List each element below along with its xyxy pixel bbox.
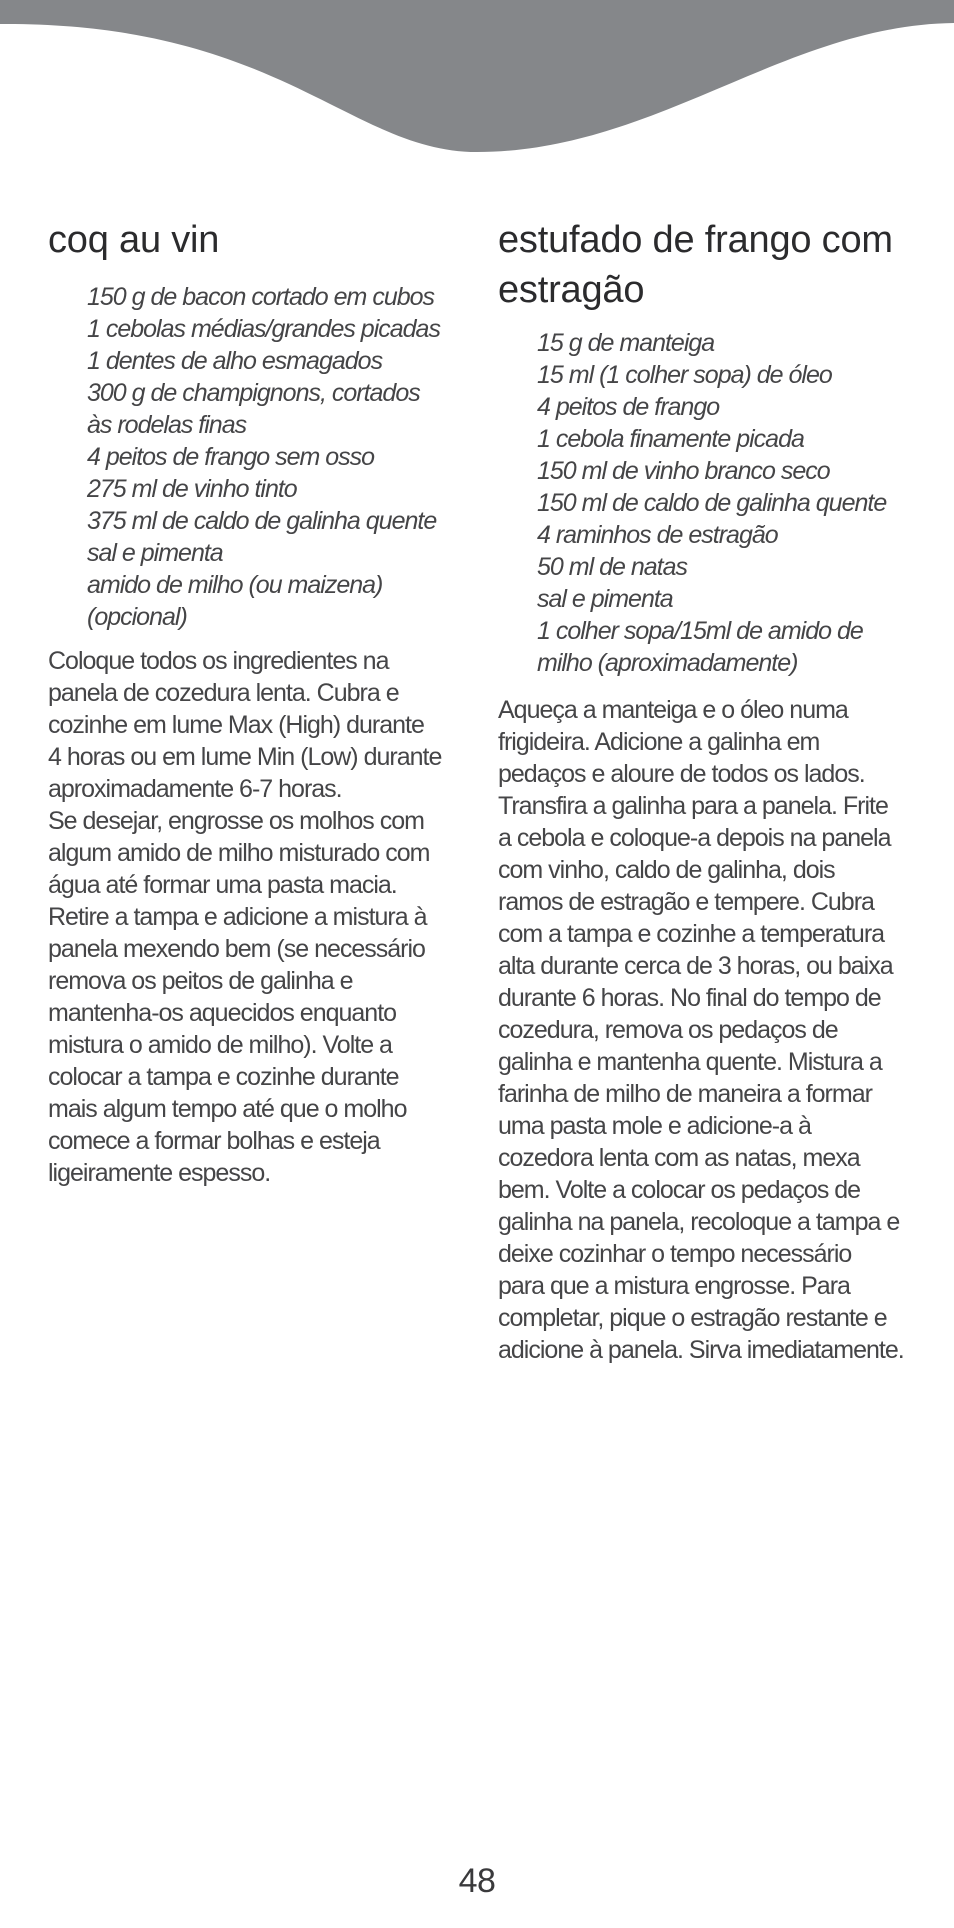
text-line: uma pasta mole e adicione-a à	[498, 1112, 811, 1140]
text-line: galinha na panela, recoloque a tampa e	[498, 1208, 900, 1236]
recipe-estufado-de-frango	[498, 215, 950, 1366]
text-line: panela mexendo bem (se necessário	[48, 935, 425, 963]
text-line: 50 ml de natas	[537, 553, 687, 581]
recipe-coq-au-vin	[48, 215, 484, 1189]
text-line: colocar a tampa e cozinhe durante	[48, 1063, 399, 1091]
text-line: Transfira a galinha para a panela. Frite	[498, 792, 888, 820]
text-line: alta durante cerca de 3 horas, ou baixa	[498, 952, 893, 980]
text-line: amido de milho (ou maizena)	[87, 571, 383, 599]
text-line: 150 ml de caldo de galinha quente	[537, 489, 887, 517]
text-line: cozedora lenta com as natas, mexa	[498, 1144, 860, 1172]
text-line: farinha de milho de maneira a formar	[498, 1080, 872, 1108]
text-line: cozedura, remova os pedaços de	[498, 1016, 838, 1044]
text-line: bem. Volte a colocar os pedaços de	[498, 1176, 861, 1204]
text-line: 150 g de bacon cortado em cubos	[87, 283, 435, 311]
text-line: Coloque todos os ingredientes na	[48, 647, 389, 675]
instruction-text	[48, 645, 484, 1189]
text-line: com vinho, caldo de galinha, dois	[498, 856, 835, 884]
text-line: 4 horas ou em lume Min (Low) durante	[48, 743, 442, 771]
text-line: aproximadamente 6-7 horas.	[48, 775, 342, 803]
ingredient-list	[537, 327, 950, 679]
text-line: 150 ml de vinho branco seco	[537, 457, 830, 485]
page-number: 48	[458, 1862, 496, 1900]
text-line: mistura o amido de milho). Volte a	[48, 1031, 392, 1059]
text-line: a cebola e coloque-a depois na panela	[498, 824, 891, 852]
text-line: Retire a tampa e adicione a mistura à	[48, 903, 427, 931]
text-line: milho (aproximadamente)	[537, 649, 798, 677]
text-line: sal e pimenta	[87, 539, 223, 567]
text-line: às rodelas finas	[87, 411, 247, 439]
text-line: sal e pimenta	[537, 585, 673, 613]
text-line: frigideira. Adicione a galinha em	[498, 728, 820, 756]
text-line: ligeiramente espesso.	[48, 1159, 271, 1187]
text-line: Se desejar, engrosse os molhos com	[48, 807, 424, 835]
text-line: (opcional)	[87, 603, 187, 631]
text-line: 4 peitos de frango sem osso	[87, 443, 375, 471]
text-line: completar, pique o estragão restante e	[498, 1304, 887, 1332]
text-line: com a tampa e cozinhe a temperatura	[498, 920, 885, 948]
text-line: 300 g de champignons, cortados	[87, 379, 420, 407]
instruction-text	[498, 694, 950, 1366]
text-line: comece a formar bolhas e esteja	[48, 1127, 380, 1155]
text-line: remova os peitos de galinha e	[48, 967, 353, 995]
text-line: mais algum tempo até que o molho	[48, 1095, 407, 1123]
text-line: 4 peitos de frango	[537, 393, 720, 421]
text-line: durante 6 horas. No final do tempo de	[498, 984, 881, 1012]
recipe-title: coq au vin	[48, 219, 220, 261]
recipe-title: estufado de frango com estragão	[498, 219, 893, 311]
text-line: algum amido de milho misturado com	[48, 839, 430, 867]
text-line: cozinhe em lume Max (High) durante	[48, 711, 424, 739]
text-line: água até formar uma pasta macia.	[48, 871, 397, 899]
ingredient-list	[87, 281, 484, 633]
text-line: adicione à panela. Sirva imediatamente.	[498, 1336, 904, 1364]
text-line: 15 ml (1 colher sopa) de óleo	[537, 361, 832, 389]
text-line: 15 g de manteiga	[537, 329, 715, 357]
text-line: ramos de estragão e tempere. Cubra	[498, 888, 874, 916]
text-line: 1 cebola finamente picada	[537, 425, 804, 453]
text-line: 275 ml de vinho tinto	[87, 475, 297, 503]
text-line: Aqueça a manteiga e o óleo numa	[498, 696, 848, 724]
text-line: galinha e mantenha quente. Mistura a	[498, 1048, 882, 1076]
text-line: 375 ml de caldo de galinha quente	[87, 507, 437, 535]
text-line: 1 cebolas médias/grandes picadas	[87, 315, 440, 343]
header-wave-graphic	[0, 0, 954, 160]
text-line: para que a mistura engrosse. Para	[498, 1272, 850, 1300]
text-line: mantenha-os aquecidos enquanto	[48, 999, 397, 1027]
text-line: deixe cozinhar o tempo necessário	[498, 1240, 852, 1268]
text-line: panela de cozedura lenta. Cubra e	[48, 679, 399, 707]
text-line: 4 raminhos de estragão	[537, 521, 778, 549]
header-wave-shape	[0, 0, 954, 152]
text-line: 1 colher sopa/15ml de amido de	[537, 617, 863, 645]
text-line: 1 dentes de alho esmagados	[87, 347, 383, 375]
text-line: pedaços e aloure de todos os lados.	[498, 760, 865, 788]
